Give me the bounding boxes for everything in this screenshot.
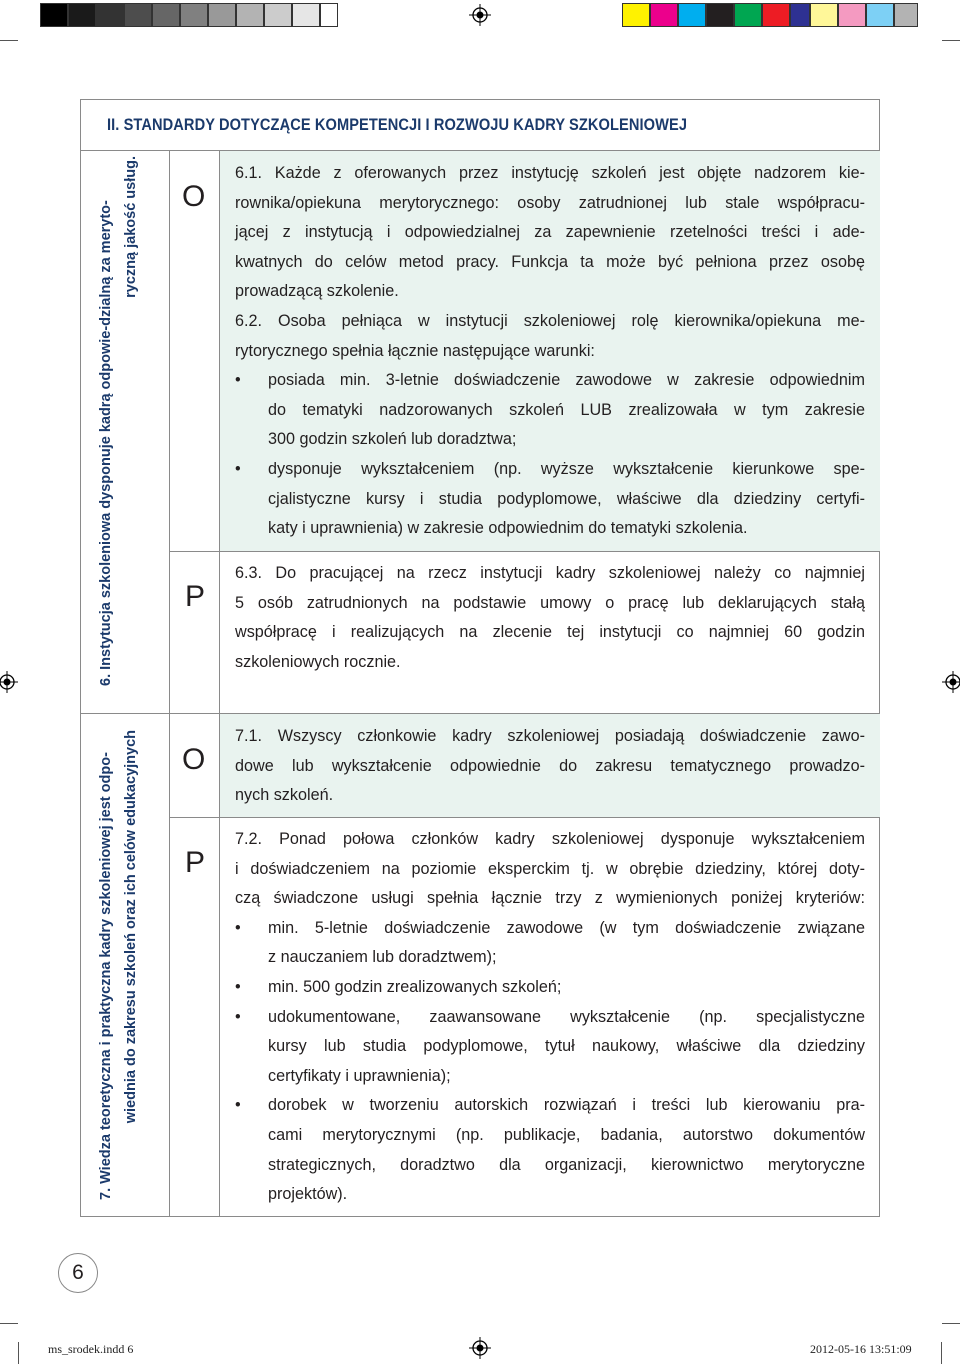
text-line: rytorycznego spełnia łącznie następujące warunki: — [235, 341, 595, 360]
list-item: • posiada min. 3-letnie doświadczenie zawodowe w zakresie odpowiednim do tematyki nadzorowanych szkoleń LUB zrealizowała w tym zakresie 300 godzin szkoleń lub doradztwa; — [235, 366, 865, 455]
text-line: 7.2. Ponad połowa członków kadry szkoleniowej dysponuje wykształceniem — [235, 830, 865, 848]
text-line: współpracę i realizujących na zlecenie tej instytucji co najmniej 60 godzin — [235, 623, 865, 642]
text-line: prowadzącą szkolenie. — [235, 282, 399, 301]
text-line: 7.1. Wszyscy członkowie kadry szkoleniowej posiadają doświadczenie zawo- — [235, 727, 865, 745]
level-o-marker: O — [182, 743, 206, 776]
standard-7-o-text — [235, 722, 865, 811]
text-line: i doświadczeniem na poziomie eksperckim tj. w obrębie dziedziny, której doty- — [235, 859, 865, 878]
list-item: • udokumentowane, zaawansowane wykształcenie (np. specjalistyczne kursy lub studia podyplomowe, tytuł naukowy, właściwe dla dziedziny certyfikaty i uprawnienia); — [235, 1003, 865, 1092]
registration-mark-icon — [942, 671, 960, 693]
registration-mark-icon — [0, 671, 18, 693]
level-p-marker: P — [185, 580, 206, 613]
text-line: 6.3. Do pracującej na rzecz instytucji kadry szkoleniowej należy co najmniej — [235, 564, 865, 582]
label-line: 7. Wiedza teoretyczna i praktyczna kadry szkoleniowej jest odpo- — [98, 752, 114, 1200]
text-line: rownika/opiekuna merytorycznego: osoby zatrudnionej lub stale współpracu- — [235, 193, 865, 212]
text-line: dowe lub wykształcenie odpowiednie do zakresu tematycznego prowadzo- — [235, 756, 865, 775]
text-line: szkoleniowych rocznie. — [235, 652, 401, 671]
slug-timestamp: 2012-05-16 13:51:09 — [810, 1342, 912, 1356]
slug-filename: ms_srodek.indd 6 — [48, 1342, 134, 1356]
section-title: II. STANDARDY DOTYCZĄCE KOMPETENCJI I ROZWOJU KADRY SZKOLENIOWEJ — [107, 115, 688, 134]
text-line: nych szkoleń. — [235, 786, 334, 805]
standard-7-p-text — [235, 825, 865, 1210]
page-number: 6 — [58, 1253, 98, 1293]
registration-mark-icon — [469, 4, 491, 26]
text-line: 6.2. Osoba pełniąca w instytucji szkoleniowej rolę kierownika/opiekuna me- — [235, 311, 865, 330]
text-line: czą świadczone usługi spełnia łącznie trzy z wymienionych poniżej kryteriów: — [235, 889, 865, 908]
text-line: jącej z instytucją i odpowiedzialnej za zapewnienie rzetelności treści i ade- — [235, 223, 865, 242]
level-o-marker: O — [182, 180, 206, 213]
label-line: wiednia do zakresu szkoleń oraz ich celów edukacyjnych — [123, 730, 139, 1124]
list-item: • min. 500 godzin zrealizowanych szkoleń; — [235, 973, 865, 1003]
list-item: • dysponuje wykształceniem (np. wyższe wykształcenie kierunkowe spe- cjalistyczne kursy i studia podyplomowe, właściwe dla dziedziny certyfi- katy i uprawnienia) w zakresie odpowiednim do tematyki szkolenia. — [235, 455, 865, 544]
label-line: 6. Instytucja szkoleniowa dysponuje kadrą odpowie-dzialną za meryto- — [98, 200, 114, 686]
list-item: • min. 5-letnie doświadczenie zawodowe (w tym doświadczenie związane z nauczaniem lub doradztwem); — [235, 914, 865, 973]
registration-mark-icon — [469, 1337, 491, 1359]
standard-6-p-text — [235, 559, 865, 677]
level-p-marker: P — [185, 846, 206, 879]
list-item: • dorobek w tworzeniu autorskich rozwiązań i treści lub kierowaniu pra- cami merytorycznymi (np. publikacje, badania, autorstwo dokumentów strategicznych, doradztwo dla organizacji, kierownictwo merytoryczne projektów). — [235, 1091, 865, 1209]
text-line: kwatnych do celów metod pracy. Funkcja ta może być pełniona przez osobę — [235, 252, 865, 271]
standard-6-o-text — [235, 159, 865, 544]
label-line: ryczną jakość usług. — [123, 156, 139, 298]
text-line: 5 osób zatrudnionych na podstawie umowy o pracę lub deklarujących stałą — [235, 593, 865, 612]
text-line: 6.1. Każde z oferowanych przez instytucję szkoleń jest objęte nadzorem kie- — [235, 164, 865, 182]
